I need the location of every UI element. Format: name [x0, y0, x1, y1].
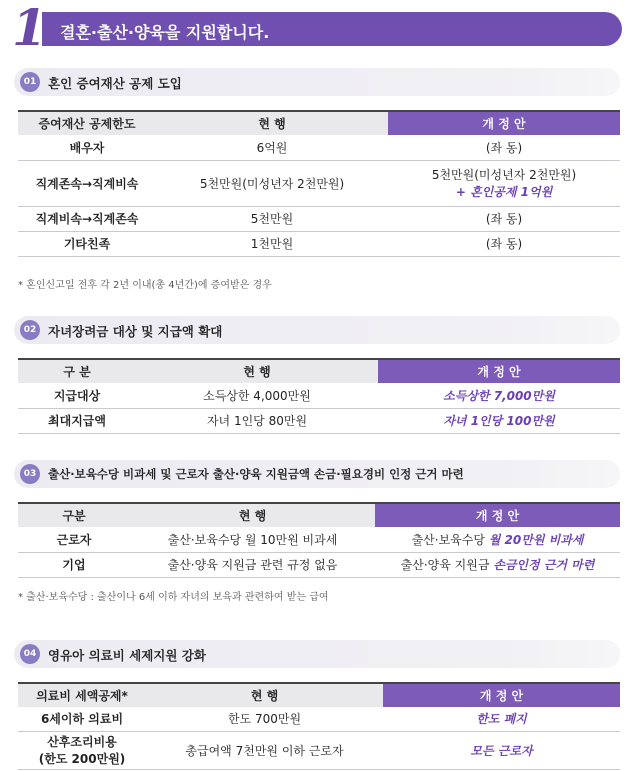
medical-expense-table	[18, 682, 620, 770]
new-cell	[375, 552, 620, 577]
section-01-header	[14, 68, 620, 96]
new-cell: 자녀 1인당 100만원	[378, 408, 620, 433]
section-04-header	[14, 640, 620, 668]
current-cell: 5천만원	[156, 206, 388, 231]
new-cell: (좌 동)	[388, 231, 620, 256]
section-number: 02	[20, 320, 40, 340]
new-cell-plain: 출산·양육 지원금	[400, 558, 494, 572]
column-header: 구 분	[18, 359, 136, 383]
header-number: 1	[12, 0, 47, 57]
column-header-new: 개 정 안	[383, 683, 620, 707]
column-header: 의료비 세액공제*	[18, 683, 146, 707]
current-cell: 5천만원(미성년자 2천만원)	[156, 160, 388, 206]
section-title: 자녀장려금 대상 및 지급액 확대	[48, 324, 223, 339]
table-row	[18, 383, 620, 408]
new-cell	[388, 160, 620, 206]
new-cell: 소득상한 7,000만원	[378, 383, 620, 408]
row-label: 6세이하 의료비	[18, 707, 146, 731]
new-cell: 한도 폐지	[383, 707, 620, 731]
table-row	[18, 527, 620, 552]
table-row	[18, 408, 620, 433]
current-cell: 자녀 1인당 80만원	[136, 408, 378, 433]
table-row	[18, 206, 620, 231]
table-row	[18, 707, 620, 731]
row-label: 지급대상	[18, 383, 136, 408]
row-label: 직계비속→직계존속	[18, 206, 156, 231]
section-title: 영유아 의료비 세제지원 강화	[48, 648, 206, 663]
new-cell-highlight: 손금인정 근거 마련	[493, 558, 595, 572]
new-cell: (좌 동)	[388, 135, 620, 160]
column-header-new: 개 정 안	[375, 503, 620, 527]
column-header-new: 개 정 안	[388, 111, 620, 135]
column-header: 현 행	[146, 683, 383, 707]
current-cell: 출산·보육수당 월 10만원 비과세	[130, 527, 375, 552]
table-header-row	[18, 359, 620, 383]
new-cell: 모든 근로자	[383, 731, 620, 769]
section-title: 출산·보육수당 비과세 및 근로자 출산·양육 지원금액 손금·필요경비 인정 근거 마련	[48, 467, 464, 481]
table-header-row	[18, 111, 620, 135]
column-header: 현 행	[136, 359, 378, 383]
current-cell: 한도 700만원	[146, 707, 383, 731]
row-label: 직계존속→직계비속	[18, 160, 156, 206]
column-header: 증여재산 공제한도	[18, 111, 156, 135]
header-title: 결혼·출산·양육을 지원합니다.	[60, 23, 270, 42]
footnote: * 출산·보육수당 : 출산이나 6세 이하 자녀의 보육과 관련하여 받는 급여	[18, 592, 329, 603]
childcare-allowance-table	[18, 502, 620, 578]
new-cell	[375, 527, 620, 552]
current-cell: 소득상한 4,000만원	[136, 383, 378, 408]
table-row	[18, 231, 620, 256]
column-header: 구분	[18, 503, 130, 527]
row-label-line2: (한도 200만원)	[38, 752, 126, 766]
row-label: 기타친족	[18, 231, 156, 256]
section-03-header	[14, 460, 620, 488]
new-cell-highlight: 월 20만원 비과세	[488, 532, 584, 547]
gift-deduction-table	[18, 110, 620, 257]
current-cell: 총급여액 7천만원 이하 근로자	[146, 731, 383, 769]
section-number: 03	[20, 464, 40, 484]
child-allowance-table	[18, 358, 620, 434]
row-label: 근로자	[18, 527, 130, 552]
section-number: 01	[20, 72, 40, 92]
column-header: 현 행	[130, 503, 375, 527]
section-02-header	[14, 316, 620, 344]
current-cell: 출산·양육 지원금 관련 규정 없음	[130, 552, 375, 577]
new-cell-plain: 출산·보육수당	[411, 532, 489, 547]
row-label	[18, 731, 146, 769]
section-number: 04	[20, 644, 40, 664]
table-row	[18, 160, 620, 206]
header	[0, 0, 635, 57]
table-header-row	[18, 503, 620, 527]
footnote: * 혼인신고일 전후 각 2년 이내(총 4년간)에 증여받은 경우	[18, 280, 272, 291]
current-cell: 6억원	[156, 135, 388, 160]
section-title: 혼인 증여재산 공제 도입	[48, 76, 182, 91]
new-cell: (좌 동)	[388, 206, 620, 231]
row-label: 기업	[18, 552, 130, 577]
table-row	[18, 552, 620, 577]
table-row	[18, 731, 620, 769]
column-header: 현 행	[156, 111, 388, 135]
table-row	[18, 135, 620, 160]
table-header-row	[18, 683, 620, 707]
column-header-new: 개 정 안	[378, 359, 620, 383]
new-cell-extra: + 혼인공제 1억원	[455, 185, 553, 199]
row-label: 최대지급액	[18, 408, 136, 433]
row-label: 배우자	[18, 135, 156, 160]
new-cell-text: 5천만원(미성년자 2천만원)	[431, 168, 577, 182]
row-label-line1: 산후조리비용	[47, 735, 117, 749]
current-cell: 1천만원	[156, 231, 388, 256]
